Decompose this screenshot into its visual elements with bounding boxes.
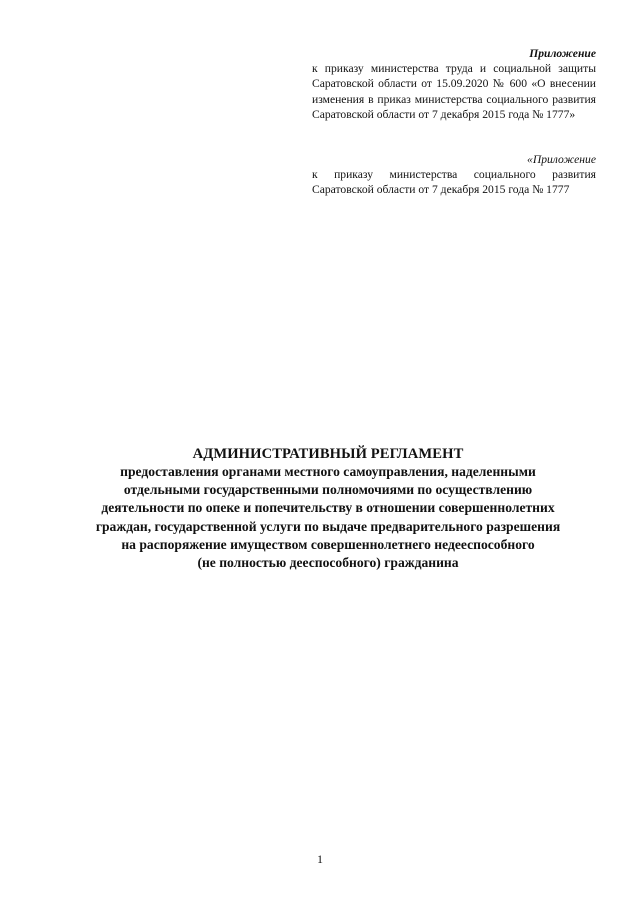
page-number: 1 [317,852,323,866]
document-subtitle-line: на распоряжение имуществом совершеннолетнего недееспособного [121,536,535,552]
appendix-original-order [312,152,596,198]
document-subtitle-line: деятельности по опеке и попечительству в отношении совершеннолетних [101,500,555,516]
appendix-current-order [312,46,596,122]
appendix-label: «Приложение [527,153,596,166]
document-subtitle-line: (не полностью дееспособного) гражданина [197,555,459,571]
appendix-text: к приказу министерства труда и социальной защиты Саратовской области от 15.09.2020 № 600 «О внесении изменения в приказ министерства социального развития Саратовской области от 7 декабря 2015 года № 1777» [312,62,596,121]
document-heading [72,445,584,572]
document-subtitle-line: отдельными государственными полномочиями по осуществлению [123,482,533,498]
appendix-label: Приложение [529,47,596,60]
appendix-text: к приказу министерства социального развития Саратовской области от 7 декабря 2015 года № 1777 [312,168,596,197]
document-subtitle-line: предоставления органами местного самоуправления, наделенными [120,464,536,479]
document-title: АДМИНИСТРАТИВНЫЙ РЕГЛАМЕНТ [192,446,464,462]
document-subtitle-line: граждан, государственной услуги по выдаче предварительного разрешения [95,518,561,534]
